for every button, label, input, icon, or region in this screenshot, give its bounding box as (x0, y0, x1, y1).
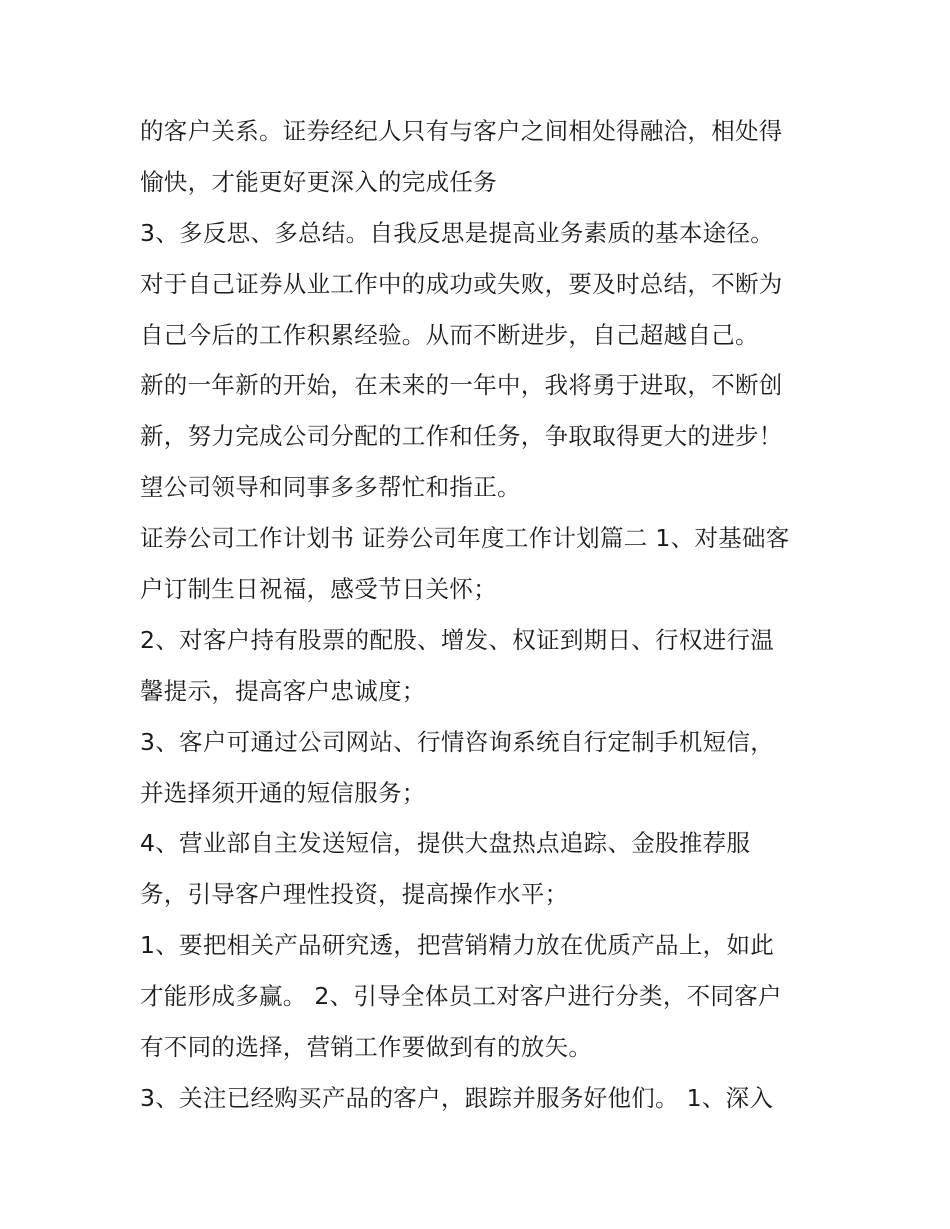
text-line: 的客户关系。证券经纪人只有与客户之间相处得融洽，相处得 (140, 117, 783, 145)
text-line: 自己今后的工作积累经验。从而不断进步，自己超越自己。 (140, 320, 759, 349)
text-line: 馨提示，提高客户忠诚度； (140, 676, 426, 705)
text-line: 4、营业部自主发送短信，提供大盘热点追踪、金股推荐服 (140, 829, 751, 858)
text-line: 愉快，才能更好更深入的完成任务 (140, 167, 497, 196)
text-line: 并选择须开通的短信服务； (140, 778, 426, 807)
text-line: 新，努力完成公司分配的工作和任务，争取取得更大的进步！ (140, 422, 783, 451)
text-line: 新的一年新的开始，在未来的一年中，我将勇于进取，不断创 (140, 371, 783, 400)
document-body (140, 106, 830, 1124)
text-line: 望公司领导和同事多多帮忙和指正。 (140, 473, 521, 502)
text-line: 证券公司工作计划书 证券公司年度工作计划篇二 1、对基础客 (140, 524, 790, 553)
text-line: 务，引导客户理性投资，提高操作水平； (140, 880, 569, 909)
text-line: 3、多反思、多总结。自我反思是提高业务素质的基本途径。 (140, 218, 775, 247)
text-line: 1、要把相关产品研究透，把营销精力放在优质产品上，如此 (140, 931, 775, 960)
text-line: 2、对客户持有股票的配股、增发、权证到期日、行权进行温 (140, 625, 775, 654)
text-line: 才能形成多赢。 2、引导全体员工对客户进行分类，不同客户 (140, 982, 782, 1011)
text-line: 3、客户可通过公司网站、行情咨询系统自行定制手机短信， (140, 727, 775, 756)
text-line: 对于自己证券从业工作中的成功或失败，要及时总结，不断为 (140, 269, 783, 298)
text-line: 户订制生日祝福，感受节日关怀； (140, 575, 497, 604)
text-line: 有不同的选择，营销工作要做到有的放矢。 (140, 1033, 593, 1062)
text-line: 3、关注已经购买产品的客户，跟踪并服务好他们。 1、深入 (140, 1083, 774, 1112)
